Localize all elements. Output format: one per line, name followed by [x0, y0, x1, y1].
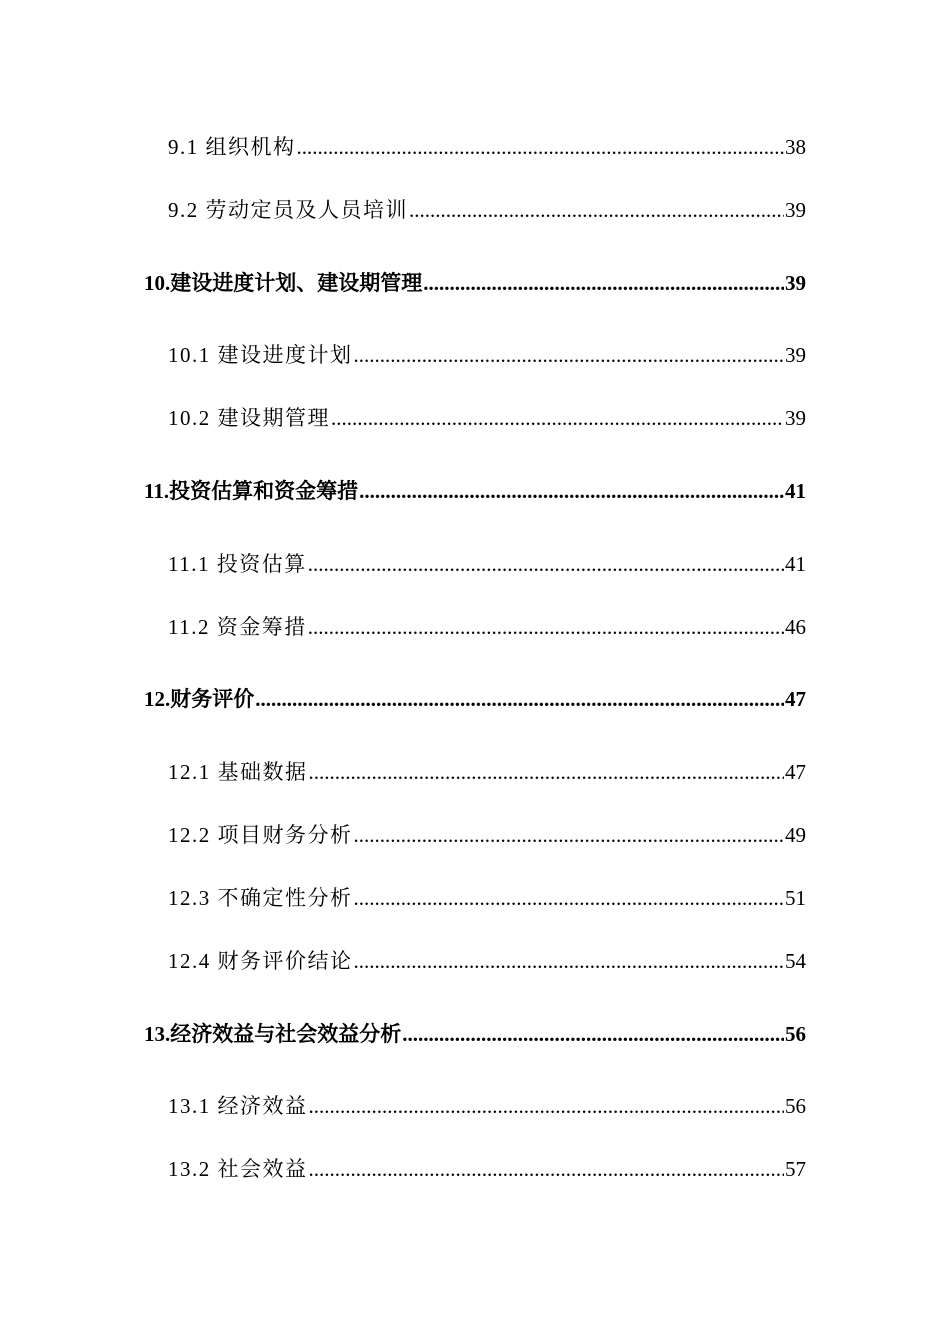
toc-dot-leader [308, 554, 784, 575]
toc-chapter-label: 13.经济效益与社会效益分析 [144, 1022, 402, 1046]
toc-page-number: 54 [785, 949, 806, 973]
toc-page-number: 56 [785, 1094, 806, 1118]
toc-dot-leader [354, 888, 785, 909]
toc-page-number: 46 [785, 615, 806, 639]
toc-dot-leader [308, 617, 784, 638]
toc-page-number: 41 [785, 479, 806, 503]
toc-page-number: 39 [785, 343, 806, 367]
toc-dot-leader [354, 825, 785, 846]
toc-page-number: 39 [785, 271, 806, 295]
toc-entry-10-2[interactable] [168, 408, 806, 429]
toc-dot-leader [309, 762, 785, 783]
toc-entry-label: 11.1 投资估算 [168, 552, 307, 576]
toc-dot-leader [402, 1024, 784, 1045]
toc-entry-12-1[interactable] [168, 762, 806, 783]
toc-page-number: 49 [785, 823, 806, 847]
toc-dot-leader [359, 481, 784, 502]
toc-dot-leader [309, 1159, 785, 1180]
toc-entry-13-1[interactable] [168, 1096, 806, 1117]
toc-dot-leader [255, 689, 784, 710]
toc-chapter-10[interactable] [144, 273, 806, 294]
toc-entry-12-3[interactable] [168, 888, 806, 909]
toc-entry-label: 9.1 组织机构 [168, 135, 296, 159]
toc-entry-label: 12.4 财务评价结论 [168, 949, 353, 973]
toc-entry-11-2[interactable] [168, 617, 806, 638]
toc-page-number: 51 [785, 886, 806, 910]
toc-dot-leader [297, 137, 785, 158]
toc-chapter-label: 12.财务评价 [144, 687, 255, 711]
toc-dot-leader [423, 273, 784, 294]
toc-dot-leader [309, 1096, 785, 1117]
toc-chapter-11[interactable] [144, 481, 806, 502]
toc-dot-leader [354, 345, 785, 366]
toc-chapter-label: 11.投资估算和资金筹措 [144, 479, 359, 503]
toc-entry-label: 9.2 劳动定员及人员培训 [168, 198, 408, 222]
toc-entry-9-2[interactable] [168, 200, 806, 221]
toc-entry-13-2[interactable] [168, 1159, 806, 1180]
toc-entry-label: 12.3 不确定性分析 [168, 886, 353, 910]
toc-entry-12-2[interactable] [168, 825, 806, 846]
toc-page-number: 39 [785, 406, 806, 430]
toc-entry-label: 13.1 经济效益 [168, 1094, 308, 1118]
toc-entry-11-1[interactable] [168, 554, 806, 575]
toc-entry-9-1[interactable] [168, 137, 806, 158]
toc-page-number: 56 [785, 1022, 806, 1046]
toc-entry-label: 11.2 资金筹措 [168, 615, 307, 639]
toc-page-number: 57 [785, 1157, 806, 1181]
toc-entry-label: 13.2 社会效益 [168, 1157, 308, 1181]
toc-dot-leader [354, 951, 785, 972]
toc-chapter-label: 10.建设进度计划、建设期管理 [144, 271, 423, 295]
toc-page-number: 39 [785, 198, 806, 222]
toc-page-number: 38 [785, 135, 806, 159]
toc-page-number: 47 [785, 687, 806, 711]
toc-entry-label: 12.1 基础数据 [168, 760, 308, 784]
toc-page-number: 41 [785, 552, 806, 576]
toc-dot-leader [409, 200, 784, 221]
toc-entry-label: 10.2 建设期管理 [168, 406, 330, 430]
toc-page-number: 47 [785, 760, 806, 784]
toc-chapter-12[interactable] [144, 689, 806, 710]
toc-chapter-13[interactable] [144, 1024, 806, 1045]
toc-entry-10-1[interactable] [168, 345, 806, 366]
toc-dot-leader [331, 408, 784, 429]
toc-entry-12-4[interactable] [168, 951, 806, 972]
toc-entry-label: 12.2 项目财务分析 [168, 823, 353, 847]
toc-entry-label: 10.1 建设进度计划 [168, 343, 353, 367]
